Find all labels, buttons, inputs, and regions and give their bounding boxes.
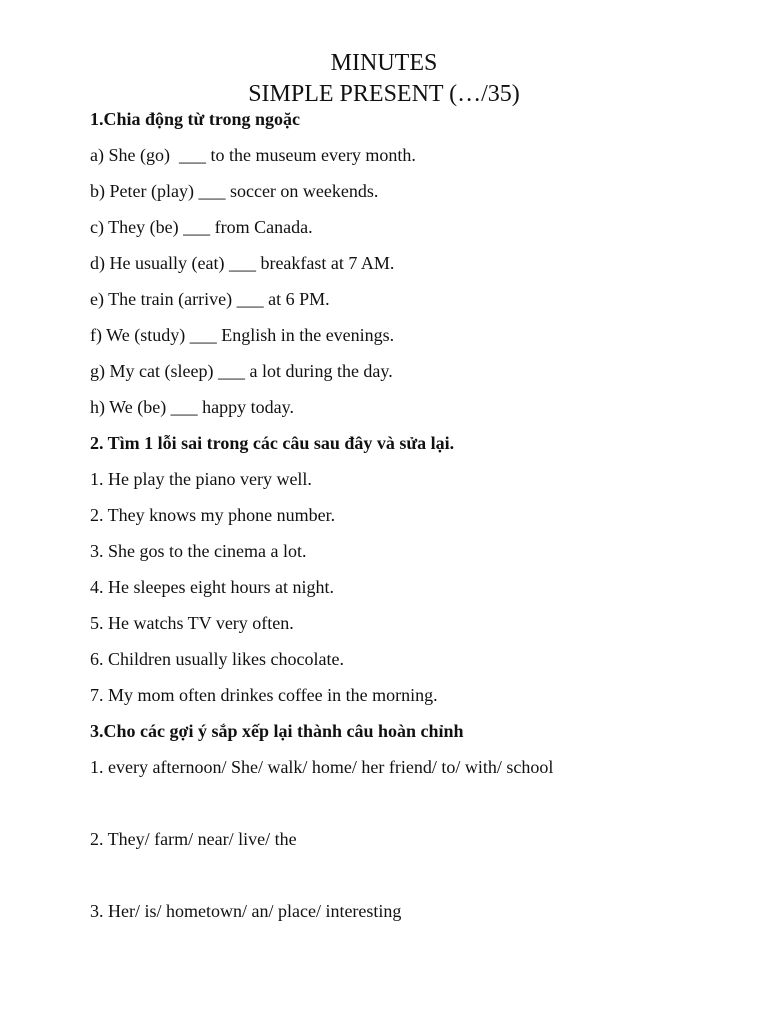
section-1-item-e: e) The train (arrive) ___ at 6 PM. bbox=[90, 289, 330, 309]
worksheet-subtitle: SIMPLE PRESENT (…/35) bbox=[248, 81, 520, 107]
section-3-item-2: 2. They/ farm/ near/ live/ the bbox=[90, 829, 297, 849]
section-1-item-a: a) She (go) ___ to the museum every month. bbox=[90, 145, 416, 165]
section-3-heading: 3.Cho các gợi ý sắp xếp lại thành câu hoàn chỉnh bbox=[90, 721, 464, 741]
section-1-item-h: h) We (be) ___ happy today. bbox=[90, 397, 294, 417]
section-1-item-f: f) We (study) ___ English in the evenings. bbox=[90, 325, 395, 345]
section-3-item-3: 3. Her/ is/ hometown/ an/ place/ interesting bbox=[90, 901, 402, 921]
section-1-heading: 1.Chia động từ trong ngoặc bbox=[90, 109, 300, 129]
section-2-item-1: 1. He play the piano very well. bbox=[90, 469, 312, 489]
section-1-item-d: d) He usually (eat) ___ breakfast at 7 AM. bbox=[90, 253, 395, 273]
worksheet-title: MINUTES bbox=[330, 50, 438, 76]
section-2-item-5: 5. He watchs TV very often. bbox=[90, 613, 294, 633]
section-2-item-6: 6. Children usually likes chocolate. bbox=[90, 649, 344, 669]
section-2-item-2: 2. They knows my phone number. bbox=[90, 505, 336, 525]
section-1-item-g: g) My cat (sleep) ___ a lot during the day. bbox=[90, 361, 393, 381]
section-2-heading: 2. Tìm 1 lỗi sai trong các câu sau đây và sửa lại. bbox=[90, 433, 455, 453]
section-3-item-1: 1. every afternoon/ She/ walk/ home/ her friend/ to/ with/ school bbox=[90, 757, 554, 777]
section-2-item-3: 3. She gos to the cinema a lot. bbox=[90, 541, 307, 561]
section-2-item-7: 7. My mom often drinkes coffee in the morning. bbox=[90, 685, 438, 705]
section-1-item-b: b) Peter (play) ___ soccer on weekends. bbox=[90, 181, 379, 201]
section-1-item-c: c) They (be) ___ from Canada. bbox=[90, 217, 313, 237]
section-2-item-4: 4. He sleepes eight hours at night. bbox=[90, 577, 334, 597]
